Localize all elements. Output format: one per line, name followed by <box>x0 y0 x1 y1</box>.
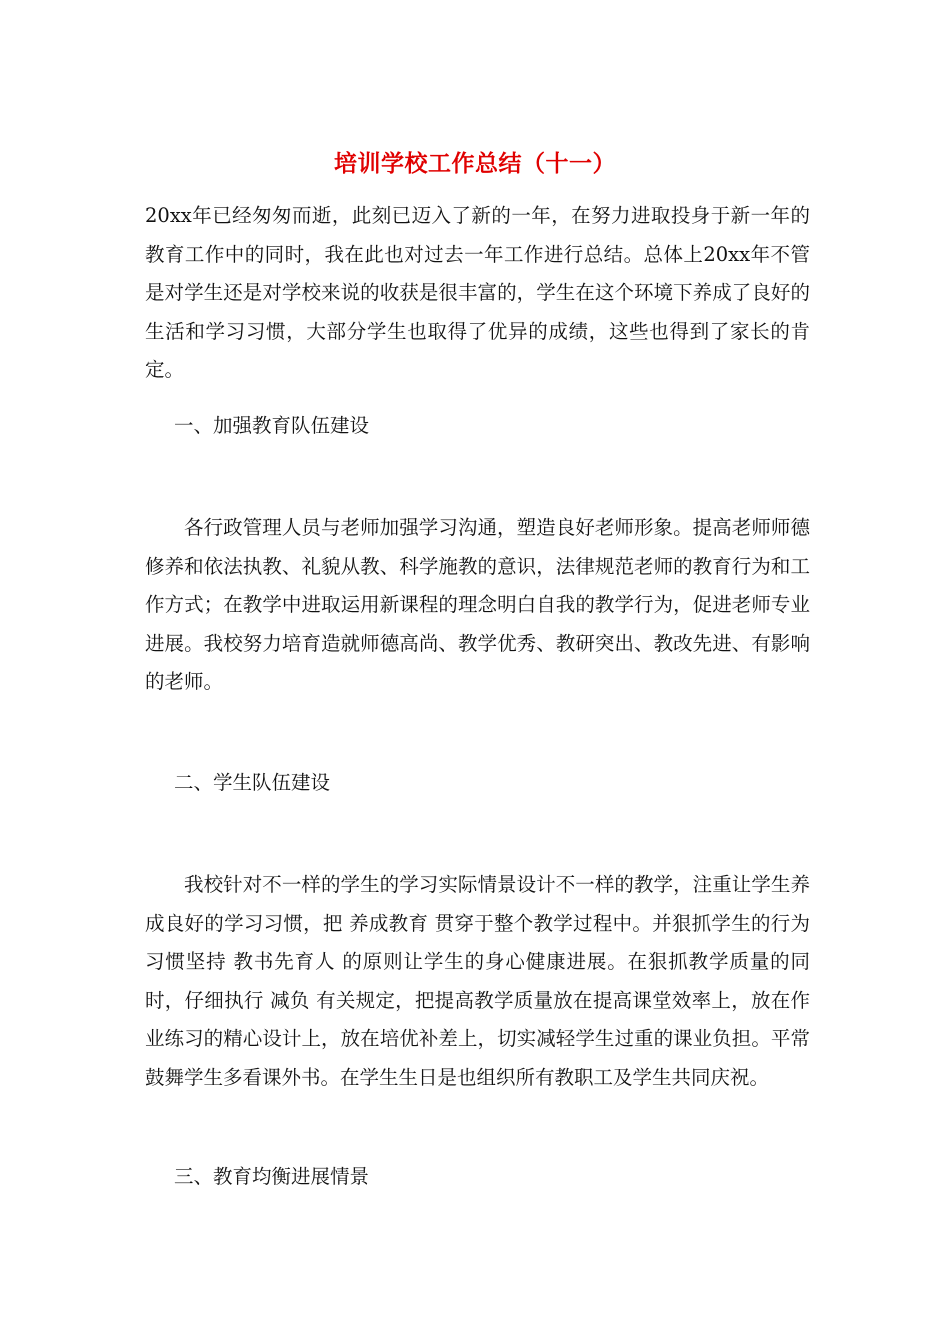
section-heading-3: 三、教育均衡进展情景 <box>174 1165 370 1188</box>
section-heading-1: 一、加强教育队伍建设 <box>174 414 370 437</box>
intro-paragraph: 20xx年已经匆匆而逝，此刻已迈入了新的一年，在努力进取投身于新一年的教育工作中的同时，我在此也对过去一年工作进行总结。总体上20xx年不管是对学生还是对学校来说的收获是很丰富的，学生在这个环境下养成了良好的生活和学习习惯，大部分学生也取得了优异的成绩，这些也得到了家长的肯定。 <box>145 204 810 381</box>
section-heading-2: 二、学生队伍建设 <box>174 771 331 794</box>
document-title: 培训学校工作总结（十一） <box>334 150 616 177</box>
section-body-2: 我校针对不一样的学生的学习实际情景设计不一样的教学，注重让学生养成良好的学习习惯，把 养成教育 贯穿于整个教学过程中。并狠抓学生的行为习惯坚持 教书先育人 的原则让学生的身心健康进展。在狠抓教学质量的同时，仔细执行 减负 有关规定，把提高教学质量放在提高课堂效率上，放在作业练习的精心设计上，放在培优补差上，切实减轻学生过重的课业负担。平常鼓舞学生多看课外书。在学生生日是也组织所有教职工及学生共同庆祝。 <box>145 873 810 1089</box>
section-body-1: 各行政管理人员与老师加强学习沟通，塑造良好老师形象。提高老师师德修养和依法执教、礼貌从教、科学施教的意识，法律规范老师的教育行为和工作方式；在教学中进取运用新课程的理念明白自我的教学行为，促进老师专业进展。我校努力培育造就师德高尚、教学优秀、教研突出、教改先进、有影响的老师。 <box>145 516 810 693</box>
